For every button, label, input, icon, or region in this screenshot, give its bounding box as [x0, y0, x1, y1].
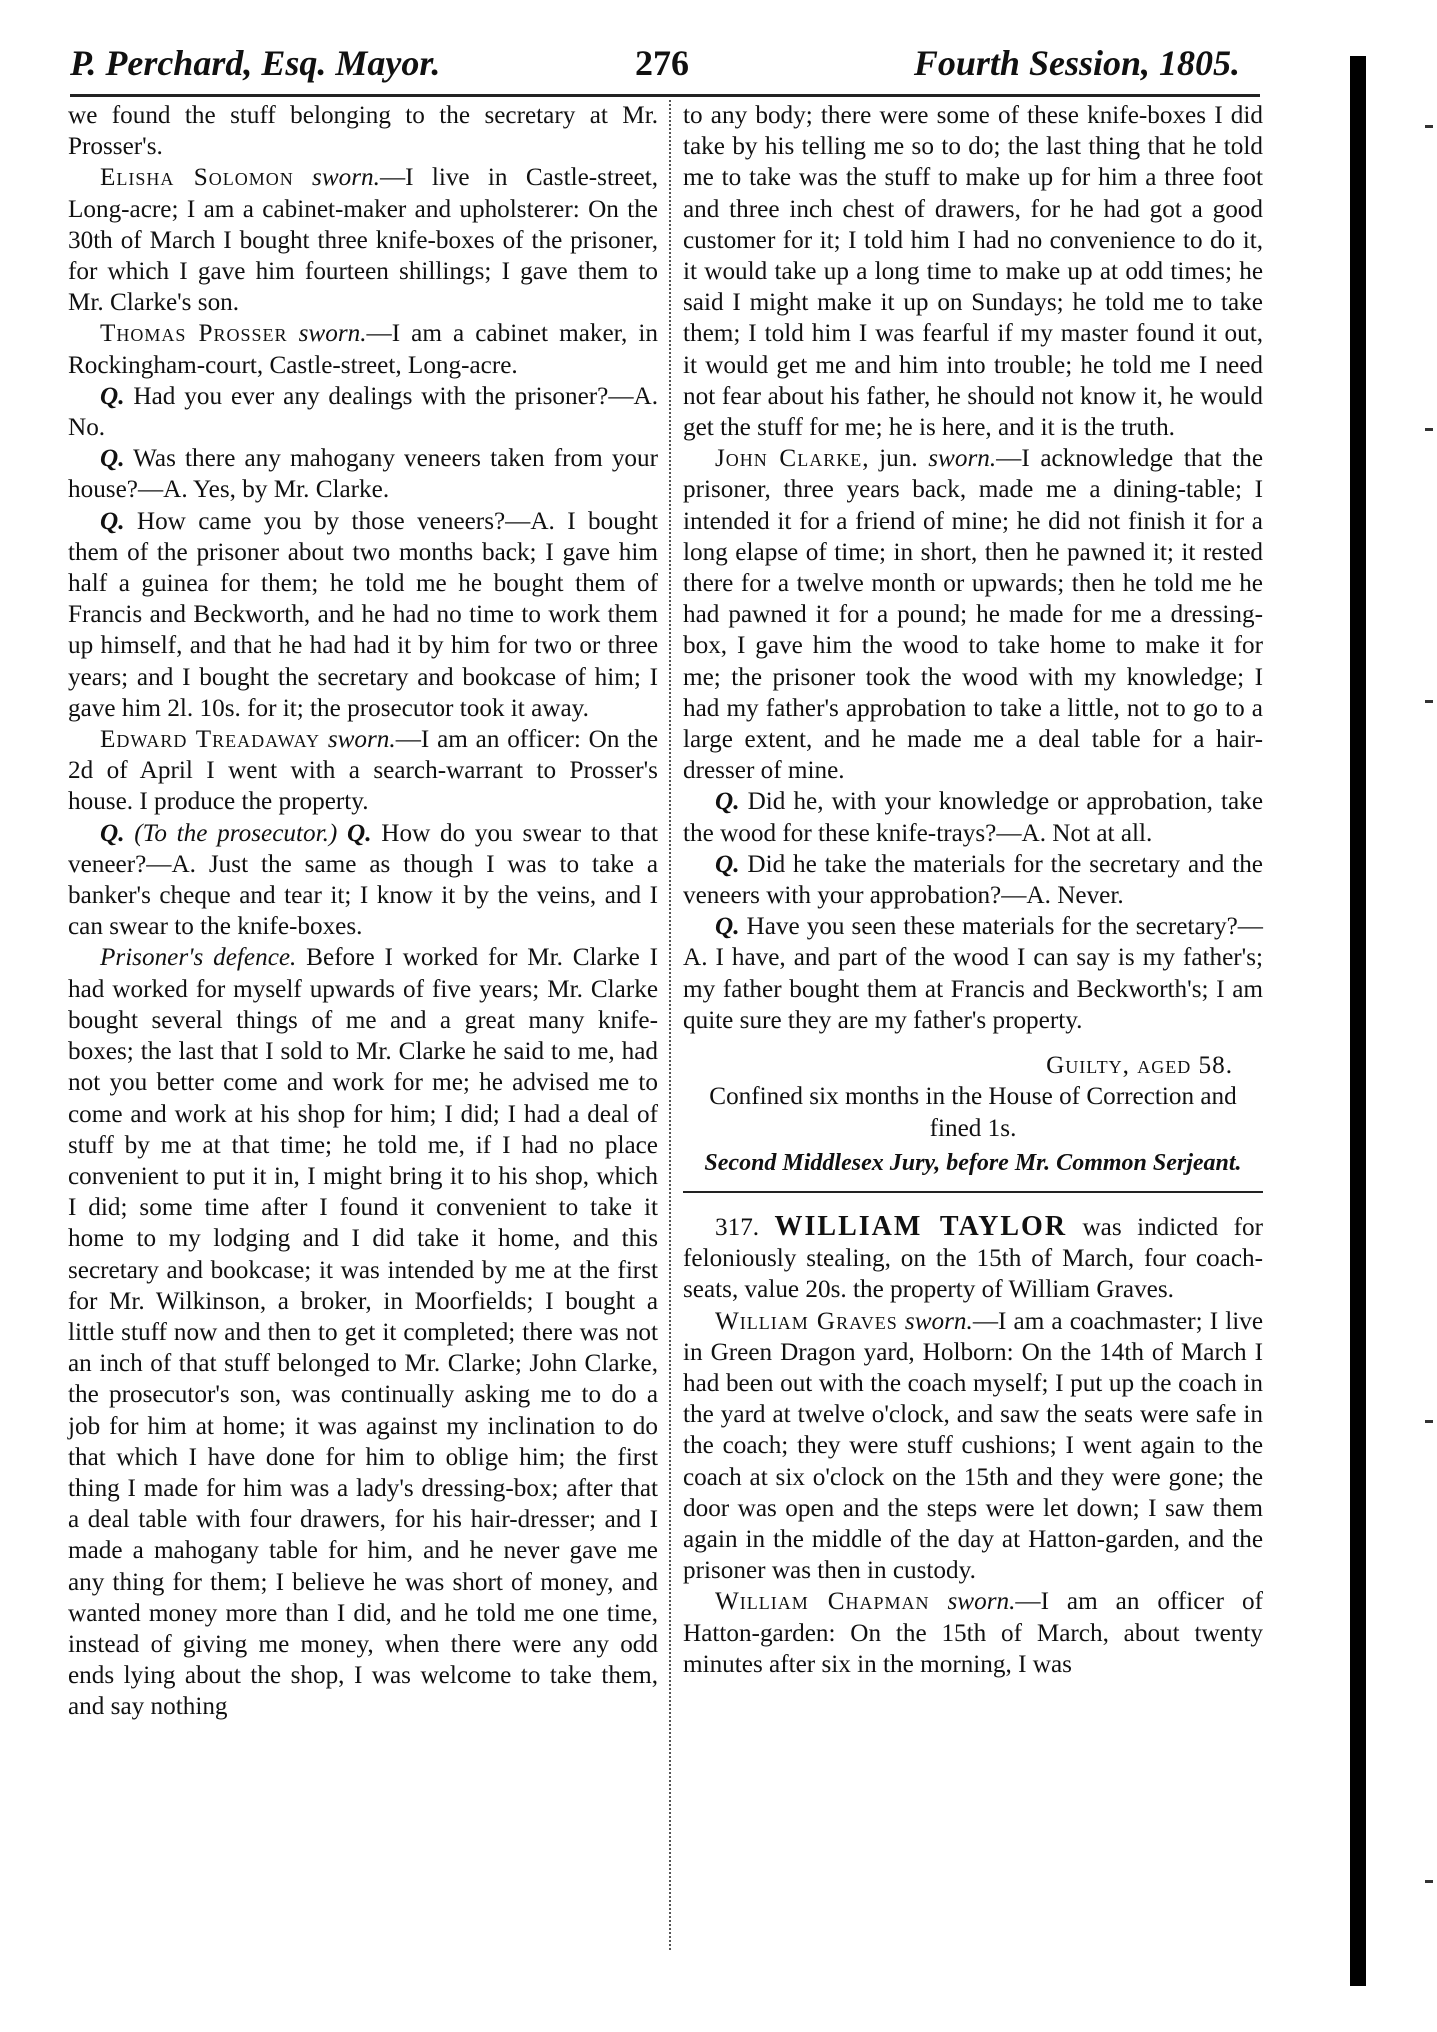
question: Q. Was there any mahogany veneers taken from your house?—A. Yes, by Mr. Clarke.	[68, 445, 658, 504]
prisoner-defence: Prisoner's defence. Before I worked for Mr. Clarke I had worked for myself upwards of five years; Mr. Clarke bought several things of me and a great many knife-boxes; the last that I sold to Mr. Clarke he said to me, had not you better come and work for me; he advised me to come and work at his shop for him; I did; I had a deal of stuff by me at that time; he told me, if I had no place convenient to put it in, I might bring it to his shop, which I did; some time after I found it convenient to take it home to my lodging and I did take it home, and this secretary and bookcase; it was intended by me at the first for Mr. Wilkinson, a broker, in Moorfields; I bought a little stuff now and then to get it completed; there was not an inch of that stuff belonged to Mr. Clarke; John Clarke, the prosecutor's son, was continually asking me to do a job for him at home; it was against my inclination to do that which I have done for him to oblige him; the first thing I made for him was a lady's dressing-box; after that a deal table with four drawers, for his hair-dresser; and I made a mahogany table for him, and he never gave me any thing for them; I believe he was short of money, and wanted money more than I did, and he told me one time, instead of giving me money, when there were any odd ends lying about the shop, I was welcome to take them, and say nothing	[68, 944, 659, 1721]
paragraph: Thomas Prosser sworn.—I am a cabinet maker, in Rockingham-court, Castle-street, Long-acre.	[68, 320, 659, 379]
right-column	[683, 100, 1263, 1680]
paragraph: Elisha Solomon sworn.—I live in Castle-street, Long-acre; I am a cabinet-maker and upholsterer: On the 30th of March I bought three knife-boxes of the prisoner, for which I gave him fourteen shillings; I gave them to Mr. Clarke's son.	[68, 164, 659, 317]
jury-line: Second Middlesex Jury, before Mr. Common Serjeant.	[704, 1149, 1242, 1176]
verdict: Guilty, aged 58.	[1046, 1052, 1233, 1080]
paragraph: William Chapman sworn.—I am an officer of Hatton-garden: On the 15th of March, about twenty minutes after six in the morning, I was	[683, 1588, 1263, 1678]
question: Q. Had you ever any dealings with the prisoner?—A. No.	[68, 382, 658, 442]
page-number: 276	[635, 43, 689, 83]
defendant-name: WILLIAM TAYLOR	[774, 1210, 1068, 1242]
header-mayor: P. Perchard, Esq. Mayor.	[70, 43, 441, 83]
margin-mark	[1425, 125, 1433, 128]
margin-mark	[1425, 700, 1433, 703]
margin-mark	[1425, 1420, 1433, 1423]
paragraph: William Graves sworn.—I am a coachmaster; I live in Green Dragon yard, Holborn: On the 14th of March I had been out with the coach myself; I put up the coach in the yard at twelve o'clock, and saw the seats were safe in the coach; they were stuff cushions; I went again to the coach at six o'clock on the 15th and they were gone; the door was open and the steps were let down; I saw them again in the middle of the day at Hatton-garden, and the prisoner was then in custody.	[683, 1307, 1264, 1585]
paragraph: John Clarke, jun. sworn.—I acknowledge that the prisoner, three years back, made me a dining-table; I intended it for a friend of mine; he did not finish it for a long elapse of time; in short, then he pawned it; it rested there for a twelve month or upwards; then he told me he had pawned it for a pound; he made for me a dressing-box, I gave him the wood to take home to make it for me; the prisoner took the wood with my knowledge; I had my father's approbation to take a little, not to go to a large extent, and he made me a deal table for a hair-dresser of mine.	[683, 445, 1263, 785]
witness-name: William Graves	[715, 1307, 898, 1335]
question: Q. (To the prosecutor.) Q. How do you swear to that veneer?—A. Just the same as though I was to take a banker's cheque and tear it; I know it by the veins, and I can swear to the knife-boxes.	[68, 819, 659, 941]
paragraph: we found the stuff belonging to the secretary at Mr. Prosser's.	[68, 102, 658, 161]
question: Q. Did he, with your knowledge or approbation, take the wood for these knife-trays?—A. Not at all.	[683, 788, 1264, 847]
paragraph: Edward Treadaway sworn.—I am an officer: On the 2d of April I went with a search-warrant to Prosser's house. I produce the property.	[68, 726, 658, 816]
margin-mark	[1425, 428, 1433, 431]
header-session: Fourth Session, 1805.	[913, 43, 1240, 83]
question: Q. Did he take the materials for the secretary and the veneers with your approbation?—A. Never.	[683, 850, 1263, 910]
page-header	[70, 42, 1240, 92]
witness-name: William Chapman	[715, 1588, 930, 1616]
case-charge: was indicted for feloniously stealing, on the 15th of March, four coach-seats, value 20s. the property of William Graves.	[683, 1213, 1263, 1304]
margin-mark	[1425, 1880, 1433, 1883]
header-rule	[70, 94, 1260, 97]
sentence: Confined six months in the House of Correction and fined 1s.	[709, 1083, 1237, 1142]
witness-name: Edward Treadaway	[100, 726, 321, 754]
paragraph: to any body; there were some of these knife-boxes I did take by his telling me so to do; the last thing that he told me to take was the stuff to make up for him a three foot and three inch chest of drawers, for he had got a good customer for it; I told him I had no convenience to do it, it would take up a long time to make up at odd times; he said I might make it up on Sundays; he told me to take them; I told him I was fearful if my master found it out, it would get me and him into trouble; he told me I need not fear about his father, he should not know it, he would get the stuff for me; he is here, and it is the truth.	[683, 102, 1263, 442]
witness-name: Elisha Solomon	[100, 164, 294, 192]
column-divider	[669, 100, 672, 1950]
binding-edge	[1350, 56, 1366, 1986]
case-heading	[683, 1211, 1263, 1306]
witness-name: Thomas Prosser	[100, 320, 288, 348]
case-number: 317.	[715, 1213, 760, 1241]
question: Q. How came you by those veneers?—A. I bought them of the prisoner about two months back; I gave him half a guinea for them; he told me he bought them of Francis and Beckworth, and he had no time to work them up himself, and that he had had it by him for two or three years; and I bought the secretary and bookcase of him; I gave him 2l. 10s. for it; the prosecutor took it away.	[68, 507, 658, 722]
question: Q. Have you seen these materials for the secretary?—A. I have, and part of the wood I can say is my father's; my father bought them at Francis and Beckworth's; I am quite sure they are my father's property.	[683, 913, 1263, 1034]
left-column	[68, 100, 658, 1723]
witness-name: John Clarke	[715, 445, 863, 473]
section-rule	[683, 1191, 1263, 1193]
